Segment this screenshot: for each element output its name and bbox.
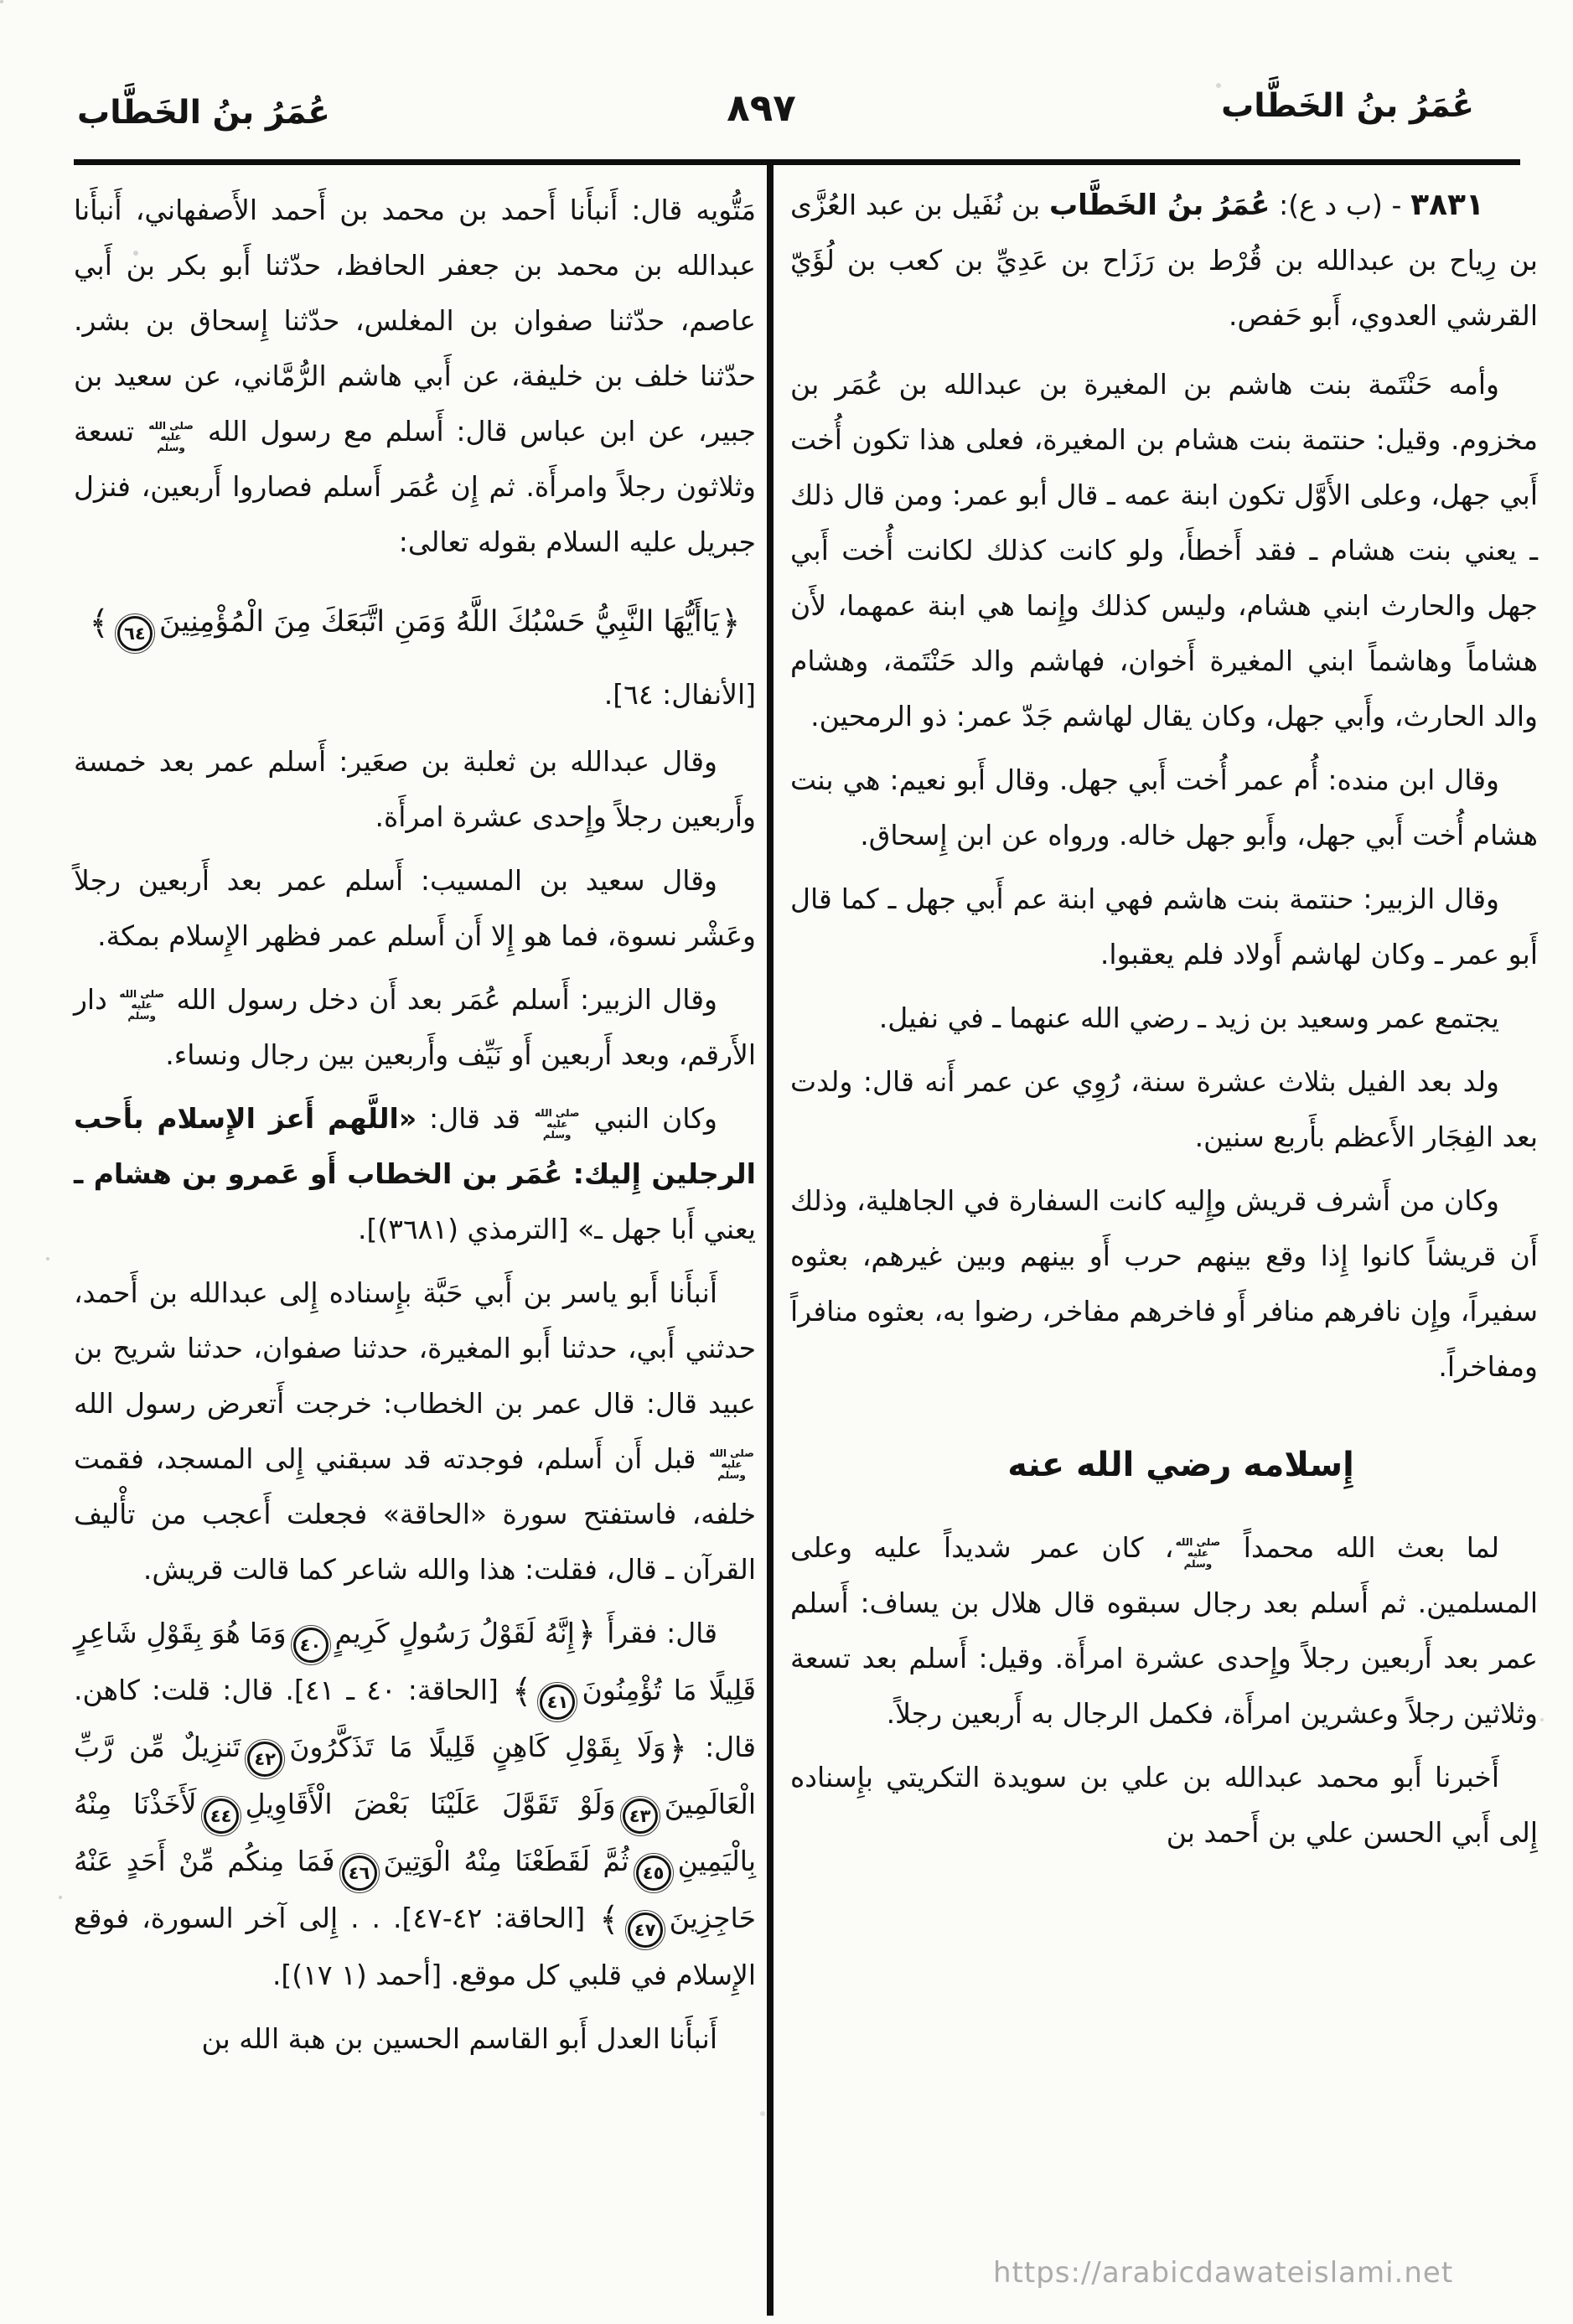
watermark-url: https://arabicdawateislami.net xyxy=(993,2256,1454,2290)
final-isnad-paragraph: أَنبأَنا العدل أَبو القاسم الحسين بن هبة الله بن xyxy=(201,2022,717,2055)
umar-story-paragraph xyxy=(74,1266,756,1597)
quran-verse-anfal xyxy=(74,578,756,667)
ayah-number-medallion: ٤٤ xyxy=(204,1799,239,1834)
page-number: ٨٩٧ xyxy=(727,85,796,130)
text-segment: [الحاقة: ٤٢-٤٧]. . . إِلى آخر السورة، فوقع الإِسلام في قلبي كل موقع. [أحمد (١ ١٧)]. xyxy=(74,1902,756,1991)
text-segment: وقال الزبير: أَسلم عُمَر بعد أَن دخل رسول الله xyxy=(166,983,717,1016)
saw-siglum: صلى الله عليه وسلم xyxy=(1175,1536,1221,1570)
isnad-continuation-paragraph xyxy=(74,183,756,570)
text-segment: قال: فقرأَ xyxy=(598,1617,717,1649)
text-segment: مَتُّويه قال: أَنبأَنا أَحمد بن محمد بن أَحمد الأَصفهاني، أَنبأَنا عبدالله بن محمد بن جعفر الحافظ، حدّثنا أَبو بكر بن أَبي عاصم، حدّثنا صفوان بن المغلس، حدّثنا إِسحاق بن بشر. حدّثنا خلف بن خليفة، عن أَبي هاشم الرُّمَّاني، عن سعيد بن جبير، عن ابن عباس قال: أَسلم مع رسول الله xyxy=(74,194,756,448)
quran-reference: [الأنفال: ٦٤]. xyxy=(603,678,756,711)
quran-text: إِنَّهُ لَقَوْلُ رَسُولٍ كَرِيمٍ xyxy=(334,1617,575,1649)
entry-number: ٣٨٣١ xyxy=(1410,188,1484,222)
ornate-open-bracket: ﴿ xyxy=(721,604,741,643)
zubayr-quote-paragraph: وقال الزبير: حنتمة بنت هاشم فهي ابنة عم أَبي جهل ـ كما قال أَبو عمر ـ وكان لهاشم أَولاد فلم يعقبوا. xyxy=(790,882,1538,970)
text-segment: دار الأَرقم، وبعد أَربعين أَو نَيِّف وأَربعين بين رجال ونساء. xyxy=(74,983,756,1071)
entry-lineage: بن نُفَيل بن عبد العُزَّى بن رِياح بن عبدالله بن قُرْط بن رَزَاح بن عَدِيِّ بن كعب بن لُؤَيّ القرشي العدوي، أَبو حَفص. xyxy=(790,189,1538,332)
ayah-number-medallion: ٤٢ xyxy=(247,1742,282,1777)
haqqah-verses-paragraph xyxy=(74,1606,756,2003)
header-rule xyxy=(74,159,1520,165)
text-segment: لما بعث الله محمداً xyxy=(1222,1531,1499,1564)
quran-text: وَمَا هُوَ بِقَوْلِ شَاعِرٍ قَلِيلًا مَا تُؤْمِنُونَ xyxy=(74,1617,756,1706)
entry-name: عُمَرُ بنُ الخَطَّاب xyxy=(1048,189,1270,222)
ornate-close-bracket: ﴾ xyxy=(599,1901,619,1939)
quran-text: تَنزِيلٌ مِّن رَّبِّ الْعَالَمِينَ xyxy=(74,1731,756,1820)
ornate-close-bracket: ﴾ xyxy=(512,1673,532,1711)
quraysh-envoy-paragraph: وكان من أَشرف قريش وإِليه كانت السفارة في الجاهلية، وذلك أَن قريشاً كانوا إِذا وقع بينهم حرب أَو بينهم وبين غيرهم، بعثوه سفيراً، وإِن نافرهم منافر أَو فاخرهم مفاخر، رضوا به، بعثوه منافراً ومفاخراً. xyxy=(790,1184,1538,1383)
ayah-number-medallion: ٤١ xyxy=(540,1685,575,1720)
running-head-left: عُمَرُ بنُ الخَطَّاب xyxy=(77,94,330,132)
column-divider xyxy=(767,165,774,2316)
quran-text: وَلَا بِقَوْلِ كَاهِنٍ قَلِيلًا مَا تَذَكَّرُونَ xyxy=(289,1731,666,1763)
section-heading-islam: إِسلامه رضي الله عنه xyxy=(1007,1446,1354,1484)
ayah-number-medallion: ٤٥ xyxy=(636,1856,671,1891)
quran-text: وَلَوْ تَقَوَّلَ عَلَيْنَا بَعْضَ الْأَقَاوِيلِ xyxy=(245,1788,616,1820)
text-segment: أَنبأَنا أَبو ياسر بن أَبي حَبَّة بإِسناده إِلى عبدالله بن أَحمد، حدثني أَبي، حدثنا أَبو المغيرة، حدثنا صفوان، حدثنا شريح بن عبيد قال: قال عمر بن الخطاب: خرجت أَتعرض رسول الله xyxy=(74,1276,756,1420)
text-segment: يعني أَبا جهل ـ» [الترمذي (٣٦٨١)]. xyxy=(357,1213,756,1245)
scan-noise xyxy=(0,0,3,3)
entry-source-tag: - (ب د ع): xyxy=(1279,189,1402,221)
ibn-mandah-paragraph: وقال ابن منده: أُم عمر أُخت أَبي جهل. وقال أَبو نعيم: هي بنت هشام أُخت أَبي جهل، وأَبو جهل خاله. ورواه عن ابن إِسحاق. xyxy=(790,763,1538,851)
quran-text: لَأَخَذْنَا مِنْهُ بِالْيَمِينِ xyxy=(74,1788,757,1877)
saw-siglum: صلى الله عليه وسلم xyxy=(534,1107,580,1141)
ornate-open-bracket: ﴿ xyxy=(667,1730,688,1768)
quran-text: ثُمَّ لَقَطَعْنَا مِنْهُ الْوَتِينَ xyxy=(383,1845,629,1877)
text-segment: تسعة وثلاثون رجلاً وامرأَة. ثم إِن عُمَر أَسلم فصاروا أَربعين، فنزل جبريل عليه السلام بقوله تعالى: xyxy=(74,415,756,558)
left-column xyxy=(74,183,756,2075)
saw-siglum: صلى الله عليه وسلم xyxy=(709,1447,754,1481)
thalaba-paragraph: وقال عبدالله بن ثعلبة بن صعَير: أَسلم عمر بعد خمسة وأَربعين رجلاً وإِحدى عشرة امرأَة. xyxy=(74,745,756,833)
saw-siglum: صلى الله عليه وسلم xyxy=(119,988,164,1022)
zubayr-arqam-paragraph xyxy=(74,972,756,1083)
text-segment: ، كان عمر شديداً عليه وعلى المسلمين. ثم أَسلم بعد رجال سبقوه قال هلال بن يساف: أَسلم عمر بعد أَربعين رجلاً وإِحدى عشرة امرأَة. وقيل: أَسلم بعد تسعة وثلاثين رجلاً وعشرين امرأَة، فكمل الرجال به أَربعين رجلاً. xyxy=(790,1531,1538,1730)
running-head-right: عُمَرُ بنُ الخَطَّاب xyxy=(1221,87,1474,125)
entry-paragraph xyxy=(790,178,1538,344)
nufayl-paragraph: يجتمع عمر وسعيد بن زيد ـ رضي الله عنهما ـ في نفيل. xyxy=(878,1002,1499,1034)
saw-siglum: صلى الله عليه وسلم xyxy=(148,420,194,453)
ayah-number-medallion: ٤٦ xyxy=(342,1856,377,1891)
text-segment: [الحاقة: ٤٠ ـ ٤١]. قال: قلت: كاهن. قال: xyxy=(74,1674,756,1763)
mother-lineage-paragraph: وأمه حَنْتَمة بنت هاشم بن المغيرة بن عبدالله بن عُمَر بن مخزوم. وقيل: حنتمة بنت هشام بن المغيرة، فعلى هذا تكون أُخت أَبي جهل، وعلى الأَوَّل تكون ابنة عمه ـ قال أبو عمر: ومن قال ذلك ـ يعني بنت هشام ـ فقد أَخطأَ، ولو كانت كذلك لكانت أُخت أَبي جهل والحارث ابني هشام، وليس كذلك وإِنما هي ابنة عمهما، لأَن هشاماً وهاشماً ابني المغيرة أَخوان، فهاشم والد حَنْتَمة، وهشام والد الحارث، وأَبي جهل، وكان يقال لهاشم جَدّ عمر: ذو الرمحين. xyxy=(790,368,1538,732)
ayah-number-medallion: ٤٧ xyxy=(628,1913,663,1948)
text-segment: قبل أَن أَسلم، فوجدته قد سبقني إِلى المسجد، فقمت خلفه، فاستفتح سورة «الحاقة» فجعلت أَعجب من تأْليف القرآن ـ قال، فقلت: هذا والله شاعر كما قالت قريش. xyxy=(74,1442,756,1586)
ornate-open-bracket: ﴿ xyxy=(576,1616,597,1654)
ayah-number-medallion: ٦٤ xyxy=(117,616,153,651)
hadith-dua-paragraph xyxy=(74,1091,756,1257)
quran-text: فَمَا مِنكُم مِّنْ أَحَدٍ عَنْهُ حَاجِزِينَ xyxy=(74,1845,756,1934)
text-segment: وكان النبي xyxy=(581,1102,717,1135)
ayah-number-medallion: ٤٠ xyxy=(293,1628,329,1663)
ornate-close-bracket: ﴾ xyxy=(89,604,109,643)
text-segment: قد قال: xyxy=(417,1102,533,1135)
isnad-paragraph: أَخبرنا أَبو محمد عبدالله بن علي بن سويدة التكريتي بإِسناده إِلى أَبي الحسن علي بن أَحمد بن xyxy=(790,1761,1538,1849)
quran-text: يَاأَيُّهَا النَّبِيُّ حَسْبُكَ اللَّهُ وَمَنِ اتَّبَعَكَ مِنَ الْمُؤْمِنِينَ xyxy=(158,605,720,639)
islam-intro-paragraph xyxy=(790,1520,1538,1742)
bold-hadith-text: «اللَّهم أَعز الإِسلام بأَحب الرجلين إِليك: عُمَر بن الخطاب أَو عَمرو بن هشام ـ xyxy=(74,1102,756,1190)
ibn-musayyib-paragraph: وقال سعيد بن المسيب: أَسلم عمر بعد أَربعين رجلاً وعَشْر نسوة، فما هو إِلا أَن أَسلم عمر فظهر الإِسلام بمكة. xyxy=(74,864,756,952)
ayah-number-medallion: ٤٣ xyxy=(623,1799,658,1834)
birth-paragraph: ولد بعد الفيل بثلاث عشرة سنة، رُوِي عن عمر أَنه قال: ولدت بعد الفِجَار الأَعظم بأَربع سنين. xyxy=(790,1065,1538,1153)
right-column xyxy=(790,178,1538,1869)
